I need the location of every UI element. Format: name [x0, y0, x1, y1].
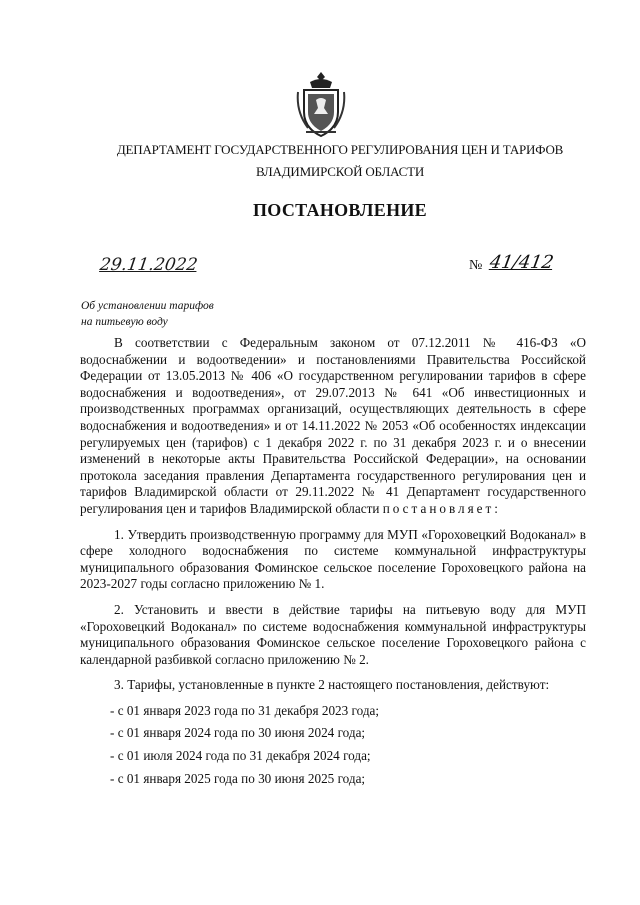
period-item: - с 01 июля 2024 года по 31 декабря 2024 года;	[110, 748, 371, 764]
coat-of-arms-icon	[296, 70, 346, 140]
point-3: 3. Тарифы, установленные в пункте 2 настоящего постановления, действуют:	[114, 677, 550, 693]
period-item: - с 01 января 2023 года по 31 декабря 2023 года;	[110, 702, 380, 718]
document-body	[80, 335, 586, 793]
subject-line1: Об установлении тарифов	[81, 300, 214, 312]
document-subject	[81, 298, 214, 330]
point-1: 1. Утвердить производственную программу для МУП «Гороховецкий Водоканал» в сфере холодного водоснабжения по системе коммунальной инфраструктуры муниципального образования Фоминское сельское поселение Гороховецкого района на 2023-2027 годы согласно приложению № 1.	[80, 526, 586, 592]
document-number: 41/412	[488, 252, 556, 273]
decree-word: постановляет:	[382, 500, 501, 516]
subject-line2: на питьевую воду	[81, 316, 168, 328]
document-title: ПОСТАНОВЛЕНИЕ	[253, 200, 427, 220]
department-name-line1: ДЕПАРТАМЕНТ ГОСУДАРСТВЕННОГО РЕГУЛИРОВАНИЯ ЦЕН И ТАРИФОВ	[116, 142, 564, 157]
point-2: 2. Установить и ввести в действие тарифы на питьевую воду для МУП «Гороховецкий Водоканал» по системе водоснабжения коммунальной инфраструктуры муниципального образования Фоминское сельское поселение Гороховецкого района с календарной разбивкой согласно приложению № 2.	[80, 601, 586, 667]
period-item: - с 01 января 2025 года по 30 июня 2025 года;	[110, 770, 366, 786]
document-date: 29.11.2022	[98, 255, 199, 275]
preamble-paragraph	[80, 335, 586, 518]
preamble-text: В соответствии с Федеральным законом от 07.12.2011 № 416-ФЗ «О водоснабжении и водоотведении» и постановлениями Правительства Российской Федерации от 13.05.2013 № 406 «О государственном регулировании тарифов в сфере водоснабжения и водоотведения», от 29.07.2013 № 641 «Об инвестиционных и производственных программах организаций, осуществляющих деятельность в сфере водоснабжения и водоотведения» и от 14.11.2022 № 2053 «Об особенностях индексации регулируемых цен (тарифов) с 1 декабря 2022 г. по 31 декабря 2023 г. и о внесении изменений в некоторые акты Правительства Российской Федерации», на основании протокола заседания правления Департамента государственного регулирования цен и тарифов Владимирской области от 29.11.2022 № 41 Департамент государственного регулирования цен и тарифов Владимирской области	[80, 335, 586, 516]
period-item: - с 01 января 2024 года по 30 июня 2024 года;	[110, 725, 366, 741]
number-label: №	[469, 258, 483, 273]
department-name-line2: ВЛАДИМИРСКОЙ ОБЛАСТИ	[255, 164, 425, 179]
